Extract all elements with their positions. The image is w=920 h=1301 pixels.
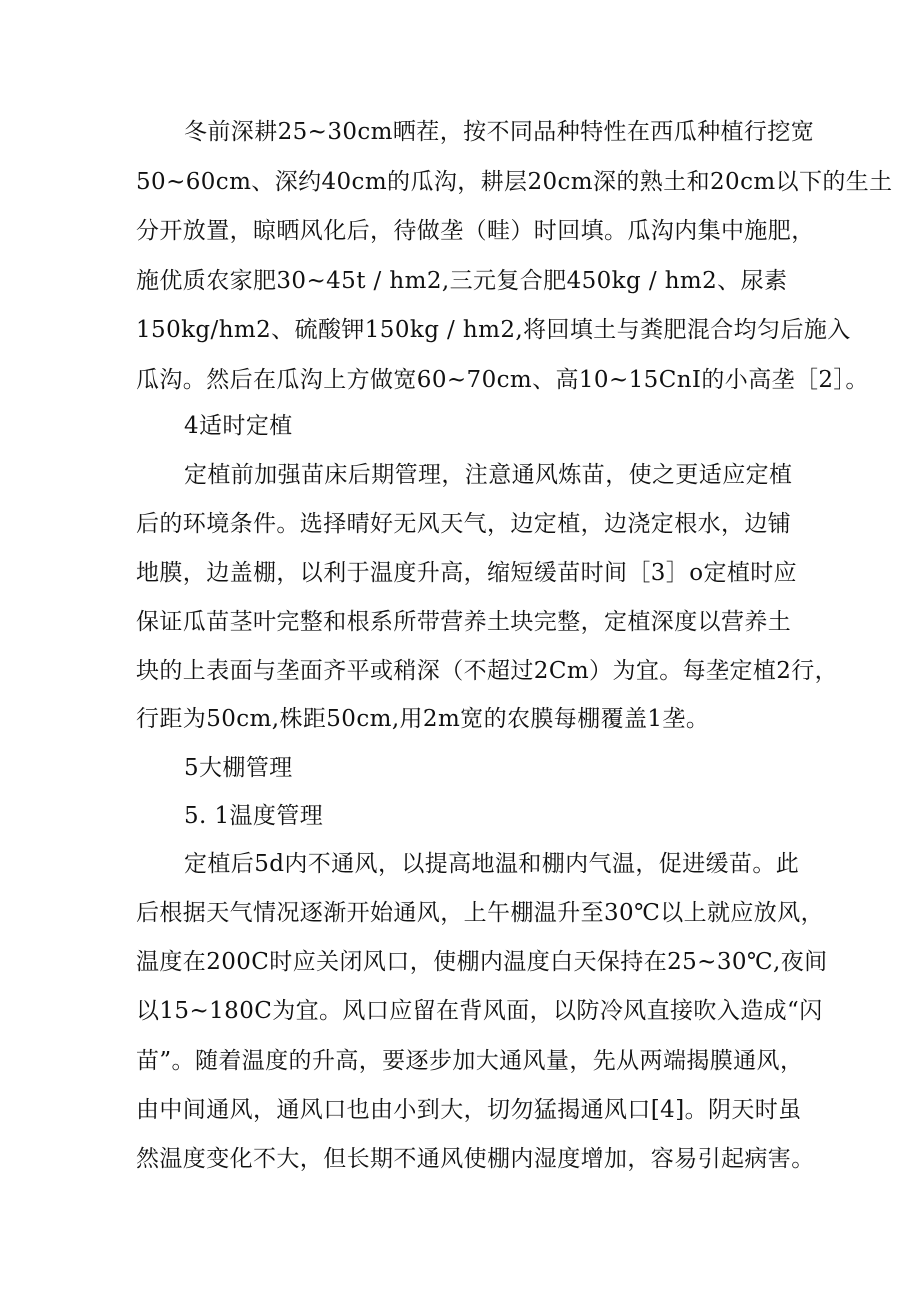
paragraph-2-line-2: 后的环境条件。选择晴好无风天气，边定植，边浇定根水，边铺 bbox=[136, 511, 792, 537]
paragraph-2-line-1: 定植前加强苗床后期管理，注意通风炼苗，使之更适应定植 bbox=[184, 462, 793, 488]
paragraph-3-line-4: 以15~180C为宜。风口应留在背风面，以防冷风直接吹入造成“闪 bbox=[136, 998, 823, 1024]
paragraph-1-line-5: 150kg/hm2、硫酸钾150kg / hm2,将回填土与粪肥混合均匀后施入 bbox=[136, 317, 851, 343]
paragraph-2-line-4: 保证瓜苗茎叶完整和根系所带营养土块完整，定植深度以营养土 bbox=[136, 609, 792, 635]
paragraph-3-line-1: 定植后5d内不通风，以提高地温和棚内气温，促进缓苗。此 bbox=[184, 851, 800, 877]
paragraph-3-line-5: 苗”。随着温度的升高，要逐步加大通风量，先从两端揭膜通风， bbox=[136, 1048, 804, 1074]
paragraph-1-line-6: 瓜沟。然后在瓜沟上方做宽60~70cm、高10~15CnI的小高垄［2］。 bbox=[136, 367, 869, 393]
section-heading-4: 4适时定植 bbox=[184, 413, 293, 439]
paragraph-3-line-7: 然温度变化不大，但长期不通风使棚内湿度增加，容易引起病害。 bbox=[136, 1146, 815, 1172]
paragraph-1-line-4: 施优质农家肥30~45t / hm2,三元复合肥450kg / hm2、尿素 bbox=[136, 268, 788, 294]
subsection-heading-5-1: 5. 1温度管理 bbox=[184, 803, 324, 829]
paragraph-3-line-2: 后根据天气情况逐渐开始通风，上午棚温升至30℃以上就应放风， bbox=[136, 900, 824, 926]
paragraph-1-line-2: 50~60cm、深约40cm的瓜沟，耕层20cm深的熟土和20cm以下的生土 bbox=[136, 169, 893, 195]
paragraph-3-line-6: 由中间通风，通风口也由小到大，切勿猛揭通风口[4]。阴天时虽 bbox=[136, 1097, 802, 1123]
section-heading-5: 5大棚管理 bbox=[184, 755, 293, 781]
paragraph-2-line-6: 行距为50cm,株距50cm,用2m宽的农膜每棚覆盖1垄。 bbox=[136, 706, 710, 732]
paragraph-1-line-3: 分开放置，晾晒风化后，待做垄（畦）时回填。瓜沟内集中施肥， bbox=[136, 218, 815, 244]
paragraph-2-line-3: 地膜，边盖棚，以利于温度升高，缩短缓苗时间［3］o定植时应 bbox=[136, 560, 798, 586]
paragraph-2-line-5: 块的上表面与垄面齐平或稍深（不超过2Cm）为宜。每垄定植2行， bbox=[136, 658, 839, 684]
paragraph-1-line-1: 冬前深耕25~30cm晒茬，按不同品种特性在西瓜种植行挖宽 bbox=[184, 119, 815, 145]
paragraph-3-line-3: 温度在200C时应关闭风口，使棚内温度白天保持在25~30℃,夜间 bbox=[136, 949, 828, 975]
